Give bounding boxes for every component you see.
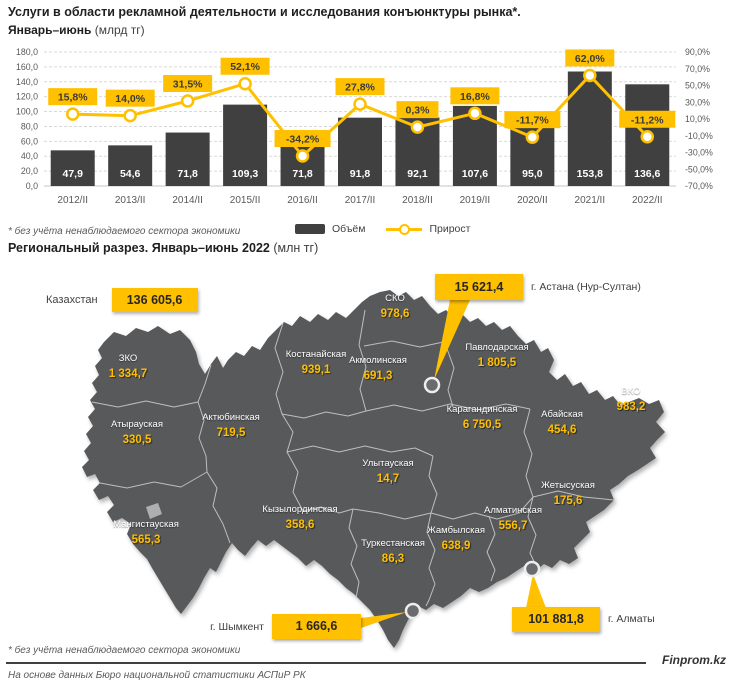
x-axis-label: 2018/II <box>402 195 433 206</box>
region-value: 86,3 <box>381 552 405 565</box>
region-name: Туркестанская <box>361 537 425 549</box>
region-value: 1 805,5 <box>477 356 517 369</box>
region-label <box>113 520 179 547</box>
region-value: 638,9 <box>441 539 471 552</box>
x-axis-label: 2016/II <box>287 195 318 206</box>
growth-marker <box>67 109 78 120</box>
region-value: 6 750,5 <box>462 418 502 431</box>
right-axis-tick: 50,0% <box>685 80 710 91</box>
region-name: Атырауская <box>111 418 163 430</box>
subtitle-unit: (млрд тг) <box>94 22 145 37</box>
region-label <box>349 356 407 383</box>
region-name: Костанайская <box>285 348 347 360</box>
left-axis-tick: 40,0 <box>20 151 38 162</box>
region-label <box>447 405 518 432</box>
volume-bar-label: 91,8 <box>349 168 371 180</box>
header <box>8 5 722 37</box>
region-label <box>111 420 163 447</box>
growth-marker <box>412 122 423 133</box>
right-axis-tick: -30,0% <box>685 147 713 158</box>
volume-bar-label: 54,6 <box>119 168 141 180</box>
growth-label: 27,8% <box>345 81 375 94</box>
x-axis-label: 2019/II <box>459 195 491 206</box>
x-axis-label: 2013/II <box>114 195 146 206</box>
left-axis-tick: 100,0 <box>15 106 38 117</box>
right-axis-tick: 70,0% <box>685 63 710 74</box>
left-axis-tick: 120,0 <box>15 91 38 102</box>
shymkent-city-marker <box>406 604 420 618</box>
almaty-value-badge: 101 881,8 <box>512 607 600 632</box>
region-value: 983,2 <box>616 400 646 413</box>
shymkent-city-label: г. Шымкент <box>210 621 264 633</box>
volume-bar-label: 71,8 <box>177 168 198 180</box>
growth-label: 15,8% <box>57 91 88 104</box>
region-value: 939,1 <box>301 363 331 376</box>
growth-label: 31,5% <box>172 78 203 91</box>
growth-label: 52,1% <box>230 61 260 74</box>
page-subtitle <box>8 23 722 37</box>
region-name: Улытауская <box>362 457 414 469</box>
region-value: 14,7 <box>376 472 400 485</box>
brand-logo: Finprom.kz <box>658 653 726 667</box>
region-label <box>262 505 337 532</box>
growth-marker <box>297 151 308 162</box>
astana-city-label: г. Астана (Нур-Султан) <box>531 281 641 293</box>
growth-label: 0,3% <box>405 104 430 117</box>
growth-label: -11,7% <box>516 114 549 127</box>
growth-marker <box>182 95 193 106</box>
region-value: 691,3 <box>363 369 393 382</box>
x-axis-label: 2021/II <box>574 195 606 206</box>
left-axis-tick: 20,0 <box>20 166 38 177</box>
region-name: ВКО <box>621 385 641 397</box>
region-value: 978,6 <box>380 307 410 320</box>
growth-label: 14,0% <box>115 93 146 106</box>
chart-legend <box>295 223 470 235</box>
country-label: Казахстан <box>46 294 98 306</box>
left-axis-tick: 160,0 <box>15 61 38 72</box>
volume-legend-label: Объём <box>332 223 366 235</box>
footer-divider <box>6 662 646 664</box>
region-name: Жетысуская <box>541 479 595 491</box>
region-value: 454,6 <box>547 423 577 436</box>
region-label <box>541 481 595 508</box>
region-name: Павлодарская <box>465 341 529 353</box>
left-axis-tick: 140,0 <box>15 76 38 87</box>
x-axis-label: 2020/II <box>517 195 548 206</box>
right-axis-tick: -70,0% <box>685 181 713 191</box>
regional-heading-text: Региональный разрез. Январь–июнь 2022 <box>8 241 270 255</box>
left-axis-tick: 80,0 <box>20 121 38 132</box>
region-value: 556,7 <box>498 519 528 532</box>
x-axis-label: 2017/II <box>344 195 376 206</box>
growth-marker <box>355 99 366 110</box>
region-label <box>362 459 413 486</box>
volume-growth-chart <box>0 42 730 214</box>
region-label <box>109 354 147 381</box>
regional-heading-unit: (млн тг) <box>273 241 319 255</box>
left-axis-tick: 60,0 <box>20 136 38 147</box>
country-total <box>46 288 198 312</box>
volume-bar-label: 109,3 <box>231 168 259 180</box>
left-axis-tick: 180,0 <box>15 47 38 57</box>
growth-marker <box>642 131 653 142</box>
region-value: 330,5 <box>122 433 152 446</box>
region-value: 565,3 <box>131 533 161 546</box>
volume-bar-label: 107,6 <box>461 168 489 180</box>
kazakhstan-map <box>0 262 730 654</box>
chart-footnote: * без учёта ненаблюдаемого сектора экономики <box>8 226 241 237</box>
volume-bar-label: 71,8 <box>292 168 313 180</box>
footer-source: На основе данных Бюро национальной статистики АСПиР РК <box>8 670 306 681</box>
region-label <box>361 539 425 566</box>
volume-bar-label: 47,9 <box>62 168 83 180</box>
region-name: Жамбылская <box>427 524 485 536</box>
growth-label: 62,0% <box>574 52 605 65</box>
region-label <box>617 387 646 414</box>
astana-city-marker <box>425 378 439 392</box>
region-name: Мангистауская <box>113 518 179 530</box>
right-axis-tick: -10,0% <box>685 130 713 141</box>
volume-bar-label: 153,8 <box>576 168 603 180</box>
region-name: ЗКО <box>118 352 138 364</box>
region-value: 358,6 <box>285 518 315 531</box>
x-axis-label: 2015/II <box>229 195 261 206</box>
region-label <box>427 526 485 553</box>
region-name: Карагандинская <box>446 403 518 415</box>
x-axis-label: 2012/II <box>57 195 89 206</box>
volume-bar-label: 95,0 <box>522 168 543 180</box>
left-axis-tick: 0,0 <box>25 181 38 191</box>
region-value: 719,5 <box>216 426 246 439</box>
region-value: 1 334,7 <box>108 367 148 380</box>
right-axis-tick: 90,0% <box>685 47 710 57</box>
growth-marker <box>527 132 538 143</box>
region-name: СКО <box>385 292 405 304</box>
region-label <box>286 350 346 377</box>
x-axis-label: 2022/II <box>631 195 663 206</box>
footer-note: * без учёта ненаблюдаемого сектора экономики <box>8 645 241 656</box>
region-label <box>465 343 528 370</box>
region-value: 175,6 <box>553 494 583 507</box>
almaty-pointer <box>526 574 546 608</box>
region-name: Абайская <box>541 408 583 420</box>
shymkent-value-badge: 1 666,6 <box>272 614 361 639</box>
growth-marker <box>469 108 480 119</box>
growth-marker <box>584 70 595 81</box>
region-name: Кызылординская <box>262 503 338 515</box>
subtitle-period: Январь–июнь <box>8 22 92 37</box>
region-name: Актюбинская <box>202 411 260 423</box>
region-label <box>202 413 260 440</box>
country-value: 136 605,6 <box>112 288 198 312</box>
page-title: Услуги в области рекламной деятельности и исследования конъюнктуры рынка*. <box>8 5 521 19</box>
region-label <box>484 506 542 533</box>
marker-ring-icon <box>399 224 410 235</box>
region-label <box>381 294 410 321</box>
growth-label: -11,2% <box>630 114 664 127</box>
right-axis-tick: 10,0% <box>685 114 710 124</box>
growth-marker <box>125 110 136 121</box>
growth-legend-label: Прирост <box>429 223 471 235</box>
volume-bar-label: 92,1 <box>407 168 428 180</box>
x-axis-label: 2014/II <box>172 195 203 206</box>
growth-label: -34,2% <box>285 133 320 146</box>
astana-value-badge: 15 621,4 <box>435 274 523 300</box>
region-label <box>541 410 583 437</box>
regional-heading <box>8 241 318 255</box>
growth-label: 16,8% <box>460 90 490 103</box>
region-name: Акмолинская <box>349 354 407 366</box>
volume-bar-label: 136,6 <box>634 168 661 180</box>
right-axis-tick: -50,0% <box>685 164 713 175</box>
almaty-city-label: г. Алматы <box>608 613 655 625</box>
growth-marker <box>240 78 251 89</box>
volume-swatch-icon <box>295 224 325 234</box>
region-name: Алматинская <box>484 504 542 516</box>
growth-swatch-icon <box>386 228 422 231</box>
right-axis-tick: 30,0% <box>685 97 710 108</box>
almaty-city-marker <box>525 562 539 576</box>
